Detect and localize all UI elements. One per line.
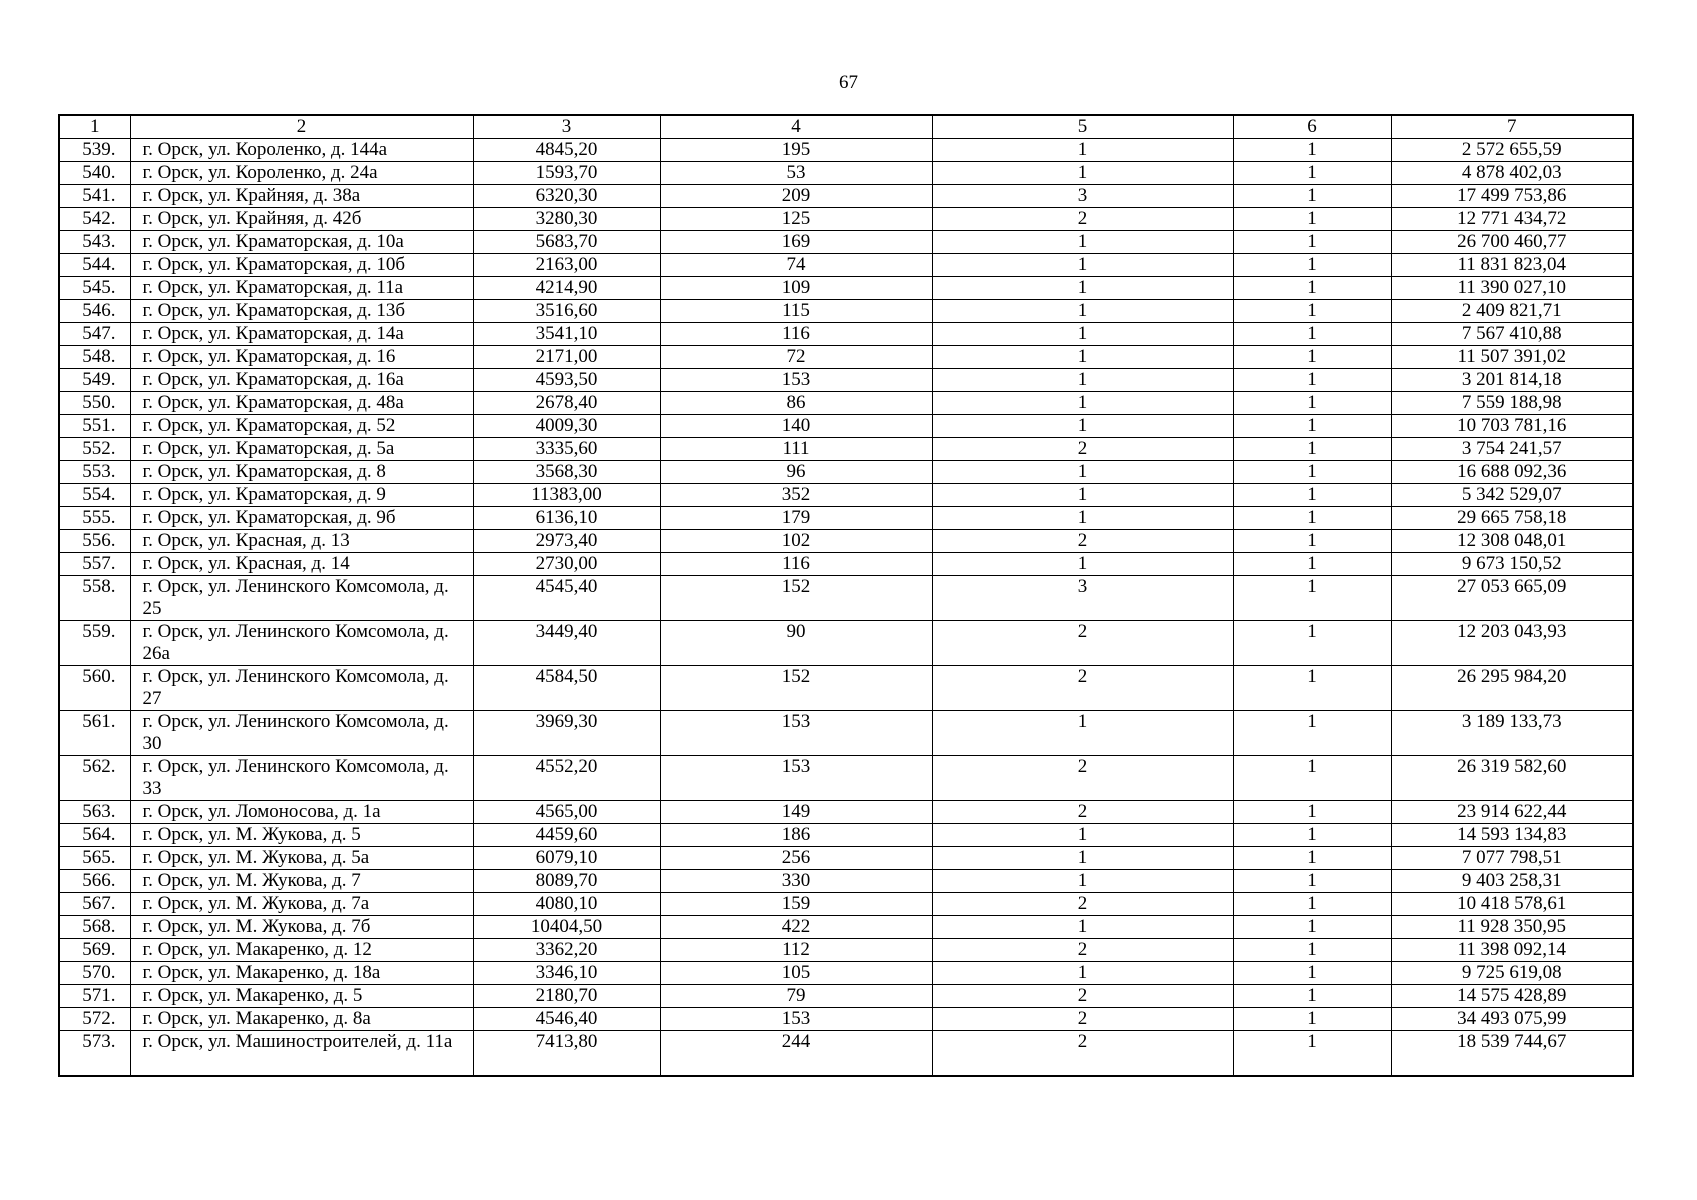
area-cell: 2678,40 [473, 392, 660, 415]
residents-cell: 112 [660, 939, 932, 962]
residents-cell: 186 [660, 824, 932, 847]
value-cell: 2 [932, 1008, 1233, 1031]
value-cell: 1 [1233, 801, 1391, 824]
value-cell: 1 [1233, 576, 1391, 621]
address-cell: г. Орск, ул. Краматорская, д. 48а [130, 392, 473, 415]
address-cell: г. Орск, ул. Краматорская, д. 8 [130, 461, 473, 484]
value-cell: 1 [1233, 621, 1391, 666]
area-cell: 4552,20 [473, 756, 660, 801]
value-cell: 1 [932, 870, 1233, 893]
value-cell: 1 [1233, 666, 1391, 711]
cost-cell: 26 295 984,20 [1391, 666, 1633, 711]
cost-cell: 4 878 402,03 [1391, 162, 1633, 185]
residents-cell: 74 [660, 254, 932, 277]
value-cell: 1 [932, 962, 1233, 985]
value-cell: 1 [1233, 711, 1391, 756]
table-row [59, 139, 1633, 162]
row-number: 556. [59, 530, 130, 553]
table-row [59, 530, 1633, 553]
address-cell: г. Орск, ул. Ленинского Комсомола, д. 27 [130, 666, 473, 711]
area-cell: 3280,30 [473, 208, 660, 231]
value-cell: 1 [1233, 985, 1391, 1008]
area-cell: 2180,70 [473, 985, 660, 1008]
value-cell: 1 [1233, 461, 1391, 484]
row-number: 573. [59, 1031, 130, 1077]
value-cell: 1 [1233, 507, 1391, 530]
value-cell: 1 [932, 847, 1233, 870]
cost-cell: 2 572 655,59 [1391, 139, 1633, 162]
area-cell: 11383,00 [473, 484, 660, 507]
value-cell: 1 [932, 461, 1233, 484]
table-row [59, 461, 1633, 484]
row-number: 540. [59, 162, 130, 185]
value-cell: 1 [1233, 1031, 1391, 1077]
cost-cell: 26 319 582,60 [1391, 756, 1633, 801]
row-number: 554. [59, 484, 130, 507]
column-header: 4 [660, 115, 932, 139]
address-cell: г. Орск, ул. Красная, д. 14 [130, 553, 473, 576]
value-cell: 1 [1233, 893, 1391, 916]
row-number: 543. [59, 231, 130, 254]
residents-cell: 209 [660, 185, 932, 208]
value-cell: 1 [932, 231, 1233, 254]
table-row [59, 208, 1633, 231]
value-cell: 1 [932, 392, 1233, 415]
value-cell: 1 [1233, 847, 1391, 870]
cost-cell: 14 575 428,89 [1391, 985, 1633, 1008]
residents-cell: 105 [660, 962, 932, 985]
table-row [59, 369, 1633, 392]
address-cell: г. Орск, ул. Ленинского Комсомола, д. 26а [130, 621, 473, 666]
table-row [59, 300, 1633, 323]
value-cell: 1 [932, 415, 1233, 438]
row-number: 552. [59, 438, 130, 461]
table-row [59, 711, 1633, 756]
table-row [59, 576, 1633, 621]
residents-cell: 153 [660, 369, 932, 392]
address-cell: г. Орск, ул. Макаренко, д. 5 [130, 985, 473, 1008]
area-cell: 4593,50 [473, 369, 660, 392]
address-cell: г. Орск, ул. Ленинского Комсомола, д. 25 [130, 576, 473, 621]
table-row [59, 1008, 1633, 1031]
address-cell: г. Орск, ул. Краматорская, д. 14а [130, 323, 473, 346]
address-cell: г. Орск, ул. М. Жукова, д. 5а [130, 847, 473, 870]
table-row [59, 415, 1633, 438]
cost-cell: 3 189 133,73 [1391, 711, 1633, 756]
table-row [59, 893, 1633, 916]
address-cell: г. Орск, ул. Краматорская, д. 9б [130, 507, 473, 530]
residents-cell: 140 [660, 415, 932, 438]
value-cell: 1 [1233, 756, 1391, 801]
column-header: 3 [473, 115, 660, 139]
value-cell: 1 [1233, 824, 1391, 847]
residents-cell: 152 [660, 576, 932, 621]
value-cell: 1 [932, 277, 1233, 300]
area-cell: 4459,60 [473, 824, 660, 847]
value-cell: 2 [932, 530, 1233, 553]
cost-cell: 12 771 434,72 [1391, 208, 1633, 231]
address-cell: г. Орск, ул. Краматорская, д. 16а [130, 369, 473, 392]
value-cell: 2 [932, 666, 1233, 711]
area-cell: 2973,40 [473, 530, 660, 553]
value-cell: 1 [1233, 530, 1391, 553]
cost-cell: 12 203 043,93 [1391, 621, 1633, 666]
address-cell: г. Орск, ул. Краматорская, д. 9 [130, 484, 473, 507]
address-cell: г. Орск, ул. Ленинского Комсомола, д. 30 [130, 711, 473, 756]
table-row [59, 824, 1633, 847]
table-header-row [59, 115, 1633, 139]
address-cell: г. Орск, ул. Краматорская, д. 10б [130, 254, 473, 277]
cost-cell: 7 567 410,88 [1391, 323, 1633, 346]
table-row [59, 277, 1633, 300]
residents-cell: 53 [660, 162, 932, 185]
cost-cell: 9 725 619,08 [1391, 962, 1633, 985]
row-number: 572. [59, 1008, 130, 1031]
table-row [59, 847, 1633, 870]
area-cell: 4546,40 [473, 1008, 660, 1031]
address-cell: г. Орск, ул. Краматорская, д. 10а [130, 231, 473, 254]
value-cell: 1 [1233, 553, 1391, 576]
cost-cell: 7 077 798,51 [1391, 847, 1633, 870]
area-cell: 3516,60 [473, 300, 660, 323]
row-number: 546. [59, 300, 130, 323]
address-cell: г. Орск, ул. Макаренко, д. 18а [130, 962, 473, 985]
residents-cell: 149 [660, 801, 932, 824]
residents-cell: 86 [660, 392, 932, 415]
area-cell: 2171,00 [473, 346, 660, 369]
value-cell: 1 [1233, 254, 1391, 277]
row-number: 541. [59, 185, 130, 208]
area-cell: 3568,30 [473, 461, 660, 484]
residents-cell: 152 [660, 666, 932, 711]
residents-cell: 96 [660, 461, 932, 484]
residents-cell: 153 [660, 756, 932, 801]
row-number: 570. [59, 962, 130, 985]
row-number: 560. [59, 666, 130, 711]
value-cell: 1 [1233, 208, 1391, 231]
residents-cell: 72 [660, 346, 932, 369]
address-cell: г. Орск, ул. Машиностроителей, д. 11а [130, 1031, 473, 1077]
area-cell: 6136,10 [473, 507, 660, 530]
address-cell: г. Орск, ул. Ломоносова, д. 1а [130, 801, 473, 824]
value-cell: 1 [1233, 916, 1391, 939]
cost-cell: 3 754 241,57 [1391, 438, 1633, 461]
address-cell: г. Орск, ул. Ленинского Комсомола, д. 33 [130, 756, 473, 801]
row-number: 561. [59, 711, 130, 756]
cost-cell: 17 499 753,86 [1391, 185, 1633, 208]
residents-cell: 244 [660, 1031, 932, 1077]
cost-cell: 10 703 781,16 [1391, 415, 1633, 438]
residents-cell: 109 [660, 277, 932, 300]
residents-cell: 79 [660, 985, 932, 1008]
area-cell: 4845,20 [473, 139, 660, 162]
value-cell: 1 [932, 323, 1233, 346]
value-cell: 1 [1233, 162, 1391, 185]
row-number: 545. [59, 277, 130, 300]
value-cell: 1 [1233, 939, 1391, 962]
area-cell: 4565,00 [473, 801, 660, 824]
row-number: 563. [59, 801, 130, 824]
row-number: 548. [59, 346, 130, 369]
table-row [59, 162, 1633, 185]
residents-cell: 352 [660, 484, 932, 507]
table-row [59, 985, 1633, 1008]
value-cell: 1 [1233, 231, 1391, 254]
value-cell: 1 [1233, 346, 1391, 369]
address-cell: г. Орск, ул. Красная, д. 13 [130, 530, 473, 553]
table-row [59, 231, 1633, 254]
address-cell: г. Орск, ул. Краматорская, д. 52 [130, 415, 473, 438]
value-cell: 1 [932, 711, 1233, 756]
cost-cell: 29 665 758,18 [1391, 507, 1633, 530]
residents-cell: 116 [660, 323, 932, 346]
row-number: 558. [59, 576, 130, 621]
residents-cell: 153 [660, 1008, 932, 1031]
table-row [59, 392, 1633, 415]
area-cell: 3335,60 [473, 438, 660, 461]
row-number: 564. [59, 824, 130, 847]
area-cell: 4080,10 [473, 893, 660, 916]
cost-cell: 5 342 529,07 [1391, 484, 1633, 507]
table-row [59, 484, 1633, 507]
row-number: 544. [59, 254, 130, 277]
residents-cell: 169 [660, 231, 932, 254]
cost-cell: 9 673 150,52 [1391, 553, 1633, 576]
table-row [59, 916, 1633, 939]
value-cell: 1 [1233, 139, 1391, 162]
address-cell: г. Орск, ул. Крайняя, д. 38а [130, 185, 473, 208]
table-body [59, 115, 1633, 1076]
cost-cell: 34 493 075,99 [1391, 1008, 1633, 1031]
residents-cell: 195 [660, 139, 932, 162]
address-cell: г. Орск, ул. Краматорская, д. 11а [130, 277, 473, 300]
cost-cell: 7 559 188,98 [1391, 392, 1633, 415]
address-cell: г. Орск, ул. Крайняя, д. 42б [130, 208, 473, 231]
column-header: 1 [59, 115, 130, 139]
value-cell: 1 [932, 553, 1233, 576]
column-header: 7 [1391, 115, 1633, 139]
residents-cell: 256 [660, 847, 932, 870]
residents-cell: 115 [660, 300, 932, 323]
value-cell: 2 [932, 621, 1233, 666]
residents-cell: 102 [660, 530, 932, 553]
value-cell: 2 [932, 208, 1233, 231]
address-cell: г. Орск, ул. Краматорская, д. 13б [130, 300, 473, 323]
value-cell: 1 [932, 162, 1233, 185]
area-cell: 1593,70 [473, 162, 660, 185]
address-cell: г. Орск, ул. М. Жукова, д. 5 [130, 824, 473, 847]
row-number: 542. [59, 208, 130, 231]
address-cell: г. Орск, ул. Короленко, д. 144а [130, 139, 473, 162]
area-cell: 8089,70 [473, 870, 660, 893]
address-cell: г. Орск, ул. М. Жукова, д. 7 [130, 870, 473, 893]
cost-cell: 18 539 744,67 [1391, 1031, 1633, 1077]
value-cell: 1 [932, 139, 1233, 162]
cost-cell: 26 700 460,77 [1391, 231, 1633, 254]
value-cell: 1 [1233, 369, 1391, 392]
value-cell: 2 [932, 985, 1233, 1008]
area-cell: 5683,70 [473, 231, 660, 254]
row-number: 571. [59, 985, 130, 1008]
address-cell: г. Орск, ул. Короленко, д. 24а [130, 162, 473, 185]
cost-cell: 16 688 092,36 [1391, 461, 1633, 484]
value-cell: 2 [932, 939, 1233, 962]
value-cell: 1 [932, 484, 1233, 507]
area-cell: 2730,00 [473, 553, 660, 576]
row-number: 559. [59, 621, 130, 666]
register-table [58, 114, 1634, 1077]
value-cell: 1 [932, 300, 1233, 323]
row-number: 565. [59, 847, 130, 870]
table-row [59, 323, 1633, 346]
cost-cell: 11 398 092,14 [1391, 939, 1633, 962]
value-cell: 3 [932, 185, 1233, 208]
row-number: 551. [59, 415, 130, 438]
value-cell: 1 [1233, 962, 1391, 985]
table-row [59, 185, 1633, 208]
value-cell: 1 [1233, 392, 1391, 415]
value-cell: 1 [932, 369, 1233, 392]
row-number: 566. [59, 870, 130, 893]
table-row [59, 756, 1633, 801]
value-cell: 1 [932, 346, 1233, 369]
residents-cell: 330 [660, 870, 932, 893]
value-cell: 3 [932, 576, 1233, 621]
residents-cell: 422 [660, 916, 932, 939]
value-cell: 1 [1233, 438, 1391, 461]
value-cell: 2 [932, 438, 1233, 461]
value-cell: 1 [1233, 323, 1391, 346]
area-cell: 3449,40 [473, 621, 660, 666]
area-cell: 3346,10 [473, 962, 660, 985]
table-row [59, 801, 1633, 824]
residents-cell: 116 [660, 553, 932, 576]
table-row [59, 1031, 1633, 1077]
row-number: 569. [59, 939, 130, 962]
value-cell: 1 [1233, 277, 1391, 300]
value-cell: 1 [1233, 1008, 1391, 1031]
residents-cell: 159 [660, 893, 932, 916]
table-row [59, 507, 1633, 530]
address-cell: г. Орск, ул. Макаренко, д. 8а [130, 1008, 473, 1031]
cost-cell: 27 053 665,09 [1391, 576, 1633, 621]
value-cell: 1 [932, 824, 1233, 847]
row-number: 549. [59, 369, 130, 392]
area-cell: 4545,40 [473, 576, 660, 621]
row-number: 557. [59, 553, 130, 576]
table-row [59, 438, 1633, 461]
cost-cell: 12 308 048,01 [1391, 530, 1633, 553]
area-cell: 7413,80 [473, 1031, 660, 1077]
address-cell: г. Орск, ул. Краматорская, д. 16 [130, 346, 473, 369]
row-number: 553. [59, 461, 130, 484]
value-cell: 1 [932, 916, 1233, 939]
table-row [59, 939, 1633, 962]
page-number: 67 [839, 72, 858, 93]
row-number: 555. [59, 507, 130, 530]
table-row [59, 346, 1633, 369]
area-cell: 3541,10 [473, 323, 660, 346]
table-row [59, 962, 1633, 985]
residents-cell: 179 [660, 507, 932, 530]
area-cell: 4009,30 [473, 415, 660, 438]
row-number: 539. [59, 139, 130, 162]
address-cell: г. Орск, ул. Макаренко, д. 12 [130, 939, 473, 962]
value-cell: 1 [1233, 870, 1391, 893]
column-header: 6 [1233, 115, 1391, 139]
cost-cell: 10 418 578,61 [1391, 893, 1633, 916]
cost-cell: 23 914 622,44 [1391, 801, 1633, 824]
row-number: 568. [59, 916, 130, 939]
column-header: 2 [130, 115, 473, 139]
value-cell: 1 [1233, 415, 1391, 438]
address-cell: г. Орск, ул. М. Жукова, д. 7б [130, 916, 473, 939]
area-cell: 6320,30 [473, 185, 660, 208]
cost-cell: 3 201 814,18 [1391, 369, 1633, 392]
area-cell: 3969,30 [473, 711, 660, 756]
residents-cell: 125 [660, 208, 932, 231]
column-header: 5 [932, 115, 1233, 139]
area-cell: 2163,00 [473, 254, 660, 277]
table-row [59, 254, 1633, 277]
table-row [59, 870, 1633, 893]
cost-cell: 11 831 823,04 [1391, 254, 1633, 277]
value-cell: 2 [932, 1031, 1233, 1077]
row-number: 547. [59, 323, 130, 346]
cost-cell: 14 593 134,83 [1391, 824, 1633, 847]
value-cell: 2 [932, 893, 1233, 916]
table-row [59, 666, 1633, 711]
cost-cell: 11 390 027,10 [1391, 277, 1633, 300]
value-cell: 1 [1233, 185, 1391, 208]
area-cell: 4214,90 [473, 277, 660, 300]
area-cell: 10404,50 [473, 916, 660, 939]
address-cell: г. Орск, ул. Краматорская, д. 5а [130, 438, 473, 461]
area-cell: 6079,10 [473, 847, 660, 870]
value-cell: 2 [932, 756, 1233, 801]
value-cell: 1 [1233, 484, 1391, 507]
area-cell: 4584,50 [473, 666, 660, 711]
residents-cell: 153 [660, 711, 932, 756]
value-cell: 1 [932, 254, 1233, 277]
row-number: 550. [59, 392, 130, 415]
row-number: 567. [59, 893, 130, 916]
value-cell: 1 [932, 507, 1233, 530]
row-number: 562. [59, 756, 130, 801]
address-cell: г. Орск, ул. М. Жукова, д. 7а [130, 893, 473, 916]
cost-cell: 11 928 350,95 [1391, 916, 1633, 939]
value-cell: 1 [1233, 300, 1391, 323]
table-row [59, 553, 1633, 576]
residents-cell: 90 [660, 621, 932, 666]
area-cell: 3362,20 [473, 939, 660, 962]
value-cell: 2 [932, 801, 1233, 824]
residents-cell: 111 [660, 438, 932, 461]
cost-cell: 11 507 391,02 [1391, 346, 1633, 369]
table-row [59, 621, 1633, 666]
cost-cell: 9 403 258,31 [1391, 870, 1633, 893]
cost-cell: 2 409 821,71 [1391, 300, 1633, 323]
